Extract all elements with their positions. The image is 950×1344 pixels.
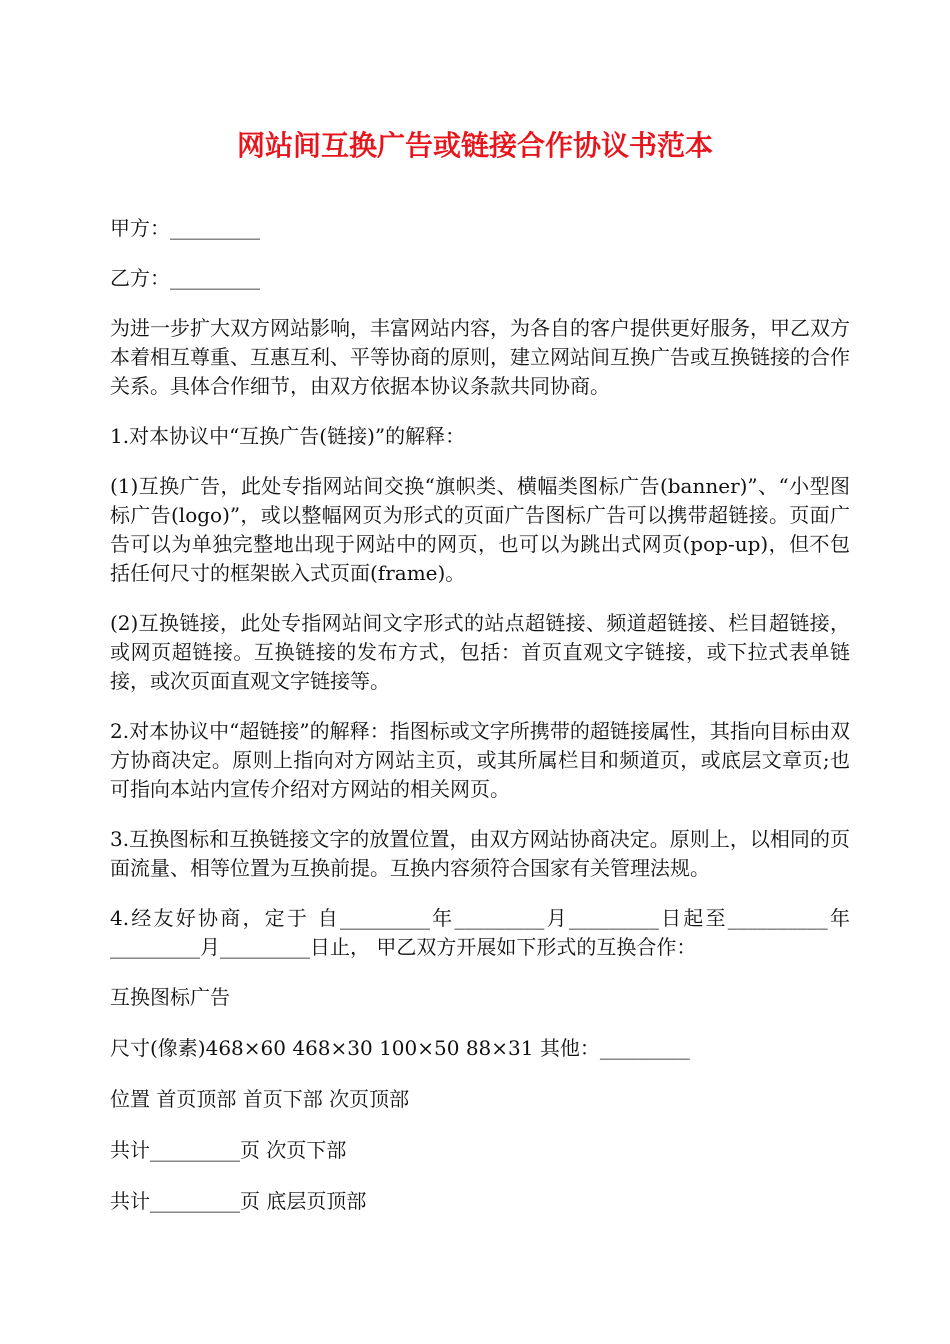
clause-1-2-paragraph: (2)互换链接，此处专指网站间文字形式的站点超链接、频道超链接、栏目超链接，或网页超链接。互换链接的发布方式，包括：首页直观文字链接，或下拉式表单链接，或次页面直观文字链接等。: [110, 611, 850, 693]
intro-paragraph: 为进一步扩大双方网站影响，丰富网站内容，为各自的客户提供更好服务，甲乙双方本着相互尊重、互惠互利、平等协商的原则，建立网站间互换广告或互换链接的合作关系。具体合作细节，由双方依据本协议条款共同协商。: [110, 316, 850, 398]
document-title: 网站间互换广告或链接合作协议书范本: [236, 129, 713, 162]
size-line: 尺寸(像素)468×60 468×30 100×50 88×31 其他：_________: [110, 1036, 690, 1060]
party-a-line: 甲方：_________: [110, 216, 260, 240]
document-body: [110, 214, 850, 1238]
clause-1-heading: 1.对本协议中“互换广告(链接)”的解释：: [110, 424, 466, 448]
banner-exchange-heading: 互换图标广告: [110, 985, 230, 1009]
clause-4-paragraph: 4.经友好协商，定于 自_________年_________月_________日起至__________年_________月_________日止， 甲乙双方开展如下形式的互换合作：: [110, 906, 850, 959]
position-line: 位置 首页顶部 首页下部 次页顶部: [110, 1087, 410, 1111]
party-b-line: 乙方：_________: [110, 266, 260, 290]
total-pages-line-2: 共计_________页 底层页顶部: [110, 1189, 367, 1213]
clause-3-paragraph: 3.互换图标和互换链接文字的放置位置，由双方网站协商决定。原则上，以相同的页面流量、相等位置为互换前提。互换内容须符合国家有关管理法规。: [110, 827, 850, 880]
clause-2-paragraph: 2.对本协议中“超链接”的解释：指图标或文字所携带的超链接属性，其指向目标由双方协商决定。原则上指向对方网站主页，或其所属栏目和频道页，或底层文章页;也可指向本站内宣传介绍对方网站的相关网页。: [110, 719, 850, 801]
clause-1-1-paragraph: (1)互换广告，此处专指网站间交换“旗帜类、横幅类图标广告(banner)”、“小型图标广告(logo)”，或以整幅网页为形式的页面广告图标广告可以携带超链接。页面广告可以为单独完整地出现于网站中的网页，也可以为跳出式网页(pop-up)，但不包括任何尺寸的框架嵌入式页面(frame)。: [110, 474, 850, 585]
total-pages-line-1: 共计_________页 次页下部: [110, 1138, 347, 1162]
